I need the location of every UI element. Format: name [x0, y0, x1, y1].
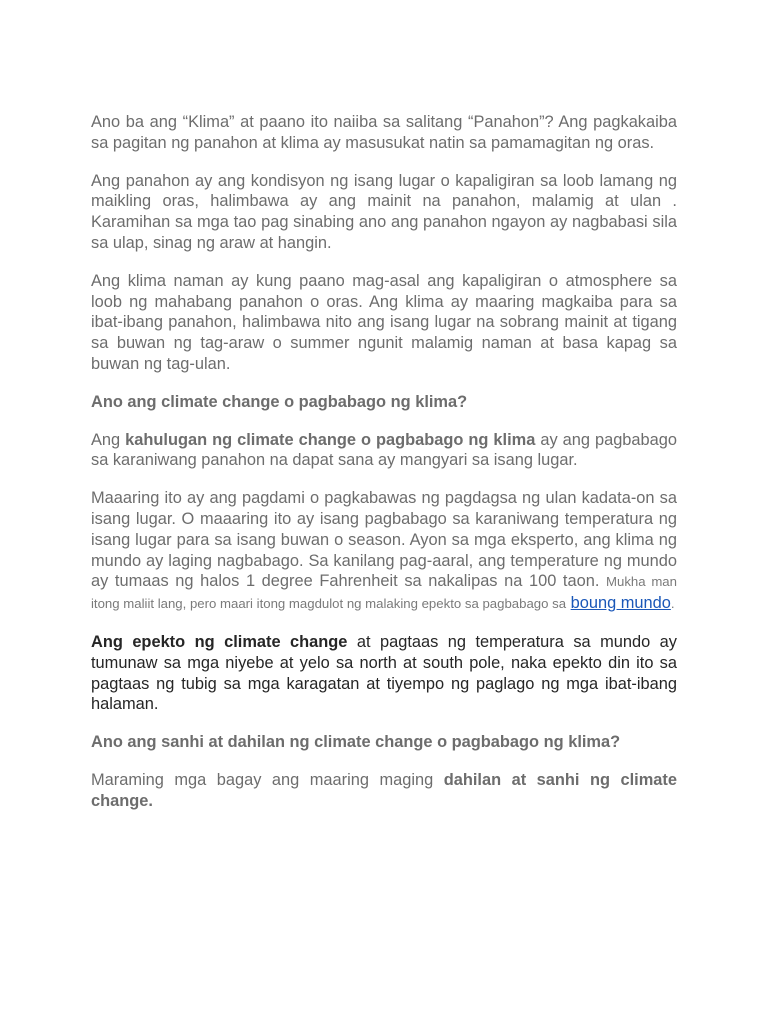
paragraph-maraming	[91, 770, 677, 812]
heading-climate-change: Ano ang climate change o pagbabago ng klima?	[91, 392, 468, 411]
pagdami-end: .	[670, 596, 675, 612]
boung-mundo-link[interactable]: boung mundo	[570, 594, 671, 613]
kahulugan-suffix: ay ang pagbabago sa karaniwang panahon na dapat sana ay mangyari sa isang lugar.	[91, 430, 678, 470]
maraming-prefix: Maraming mga bagay ang maaring maging	[91, 770, 434, 789]
document-page	[91, 112, 677, 829]
paragraph-kahulugan	[91, 430, 677, 472]
paragraph-intro: Ano ba ang “Klima” at paano ito naiiba sa salitang “Panahon”? Ang pagkakaiba sa pagitan ng panahon at klima ay masusukat natin sa pamamagitan ng oras.	[91, 113, 677, 152]
pagdami-main: Maaaring ito ay ang pagdami o pagkabawas ng pagdagsa ng ulan kadata-on sa isang lugar. O maaaring ito ay isang pagbabago sa karaniwang temperatura ng isang lugar para sa isang buwan o season. Ayon sa mga eksperto, ang klima ng mundo ay laging nagbabago. Sa kanilang pag-aaral, ang temperature ng mundo ay tumaas ng halos 1 degree Fahrenheit sa nakalipas na 100 taon.	[91, 489, 677, 591]
heading-sanhi: Ano ang sanhi at dahilan ng climate change o pagbabago ng klima?	[91, 733, 621, 752]
pagdami-small: Mukha man itong maliit lang, pero maari itong magdulot ng malaking epekto sa pagbabago sa	[91, 574, 677, 612]
kahulugan-prefix: Ang	[91, 430, 121, 449]
paragraph-epekto	[91, 632, 677, 715]
paragraph-klima: Ang klima naman ay kung paano mag-asal ang kapaligiran o atmosphere sa loob ng mahabang panahon o oras. Ang klima ay maaring magkaiba para sa ibat-ibang panahon, halimbawa nito ang isang lugar na sobrang mainit at tigang sa buwan ng tag-araw o summer ngunit malamig naman at basa kapag sa buwan ng tag-ulan.	[91, 271, 677, 373]
kahulugan-bold: kahulugan ng climate change o pagbabago ng klima	[125, 430, 536, 449]
epekto-rest: at pagtaas ng temperatura sa mundo ay tumunaw sa mga niyebe at yelo sa north at south pole, naka epekto din ito sa pagtaas ng tubig sa mga karagatan at tiyempo ng paglago ng mga ibat-ibang halaman.	[91, 632, 677, 714]
epekto-bold: Ang epekto ng climate change	[91, 632, 348, 651]
paragraph-pagdami	[91, 488, 677, 615]
maraming-bold: dahilan at sanhi ng climate change.	[91, 770, 677, 810]
paragraph-panahon: Ang panahon ay ang kondisyon ng isang lugar o kapaligiran sa loob lamang ng maikling oras, halimbawa ay ang mainit na panahon, malamig at ulan . Karamihan sa mga tao pag sinabing ano ang panahon ngayon ay nagbabasi sila sa ulap, sinag ng araw at hangin.	[91, 171, 677, 252]
